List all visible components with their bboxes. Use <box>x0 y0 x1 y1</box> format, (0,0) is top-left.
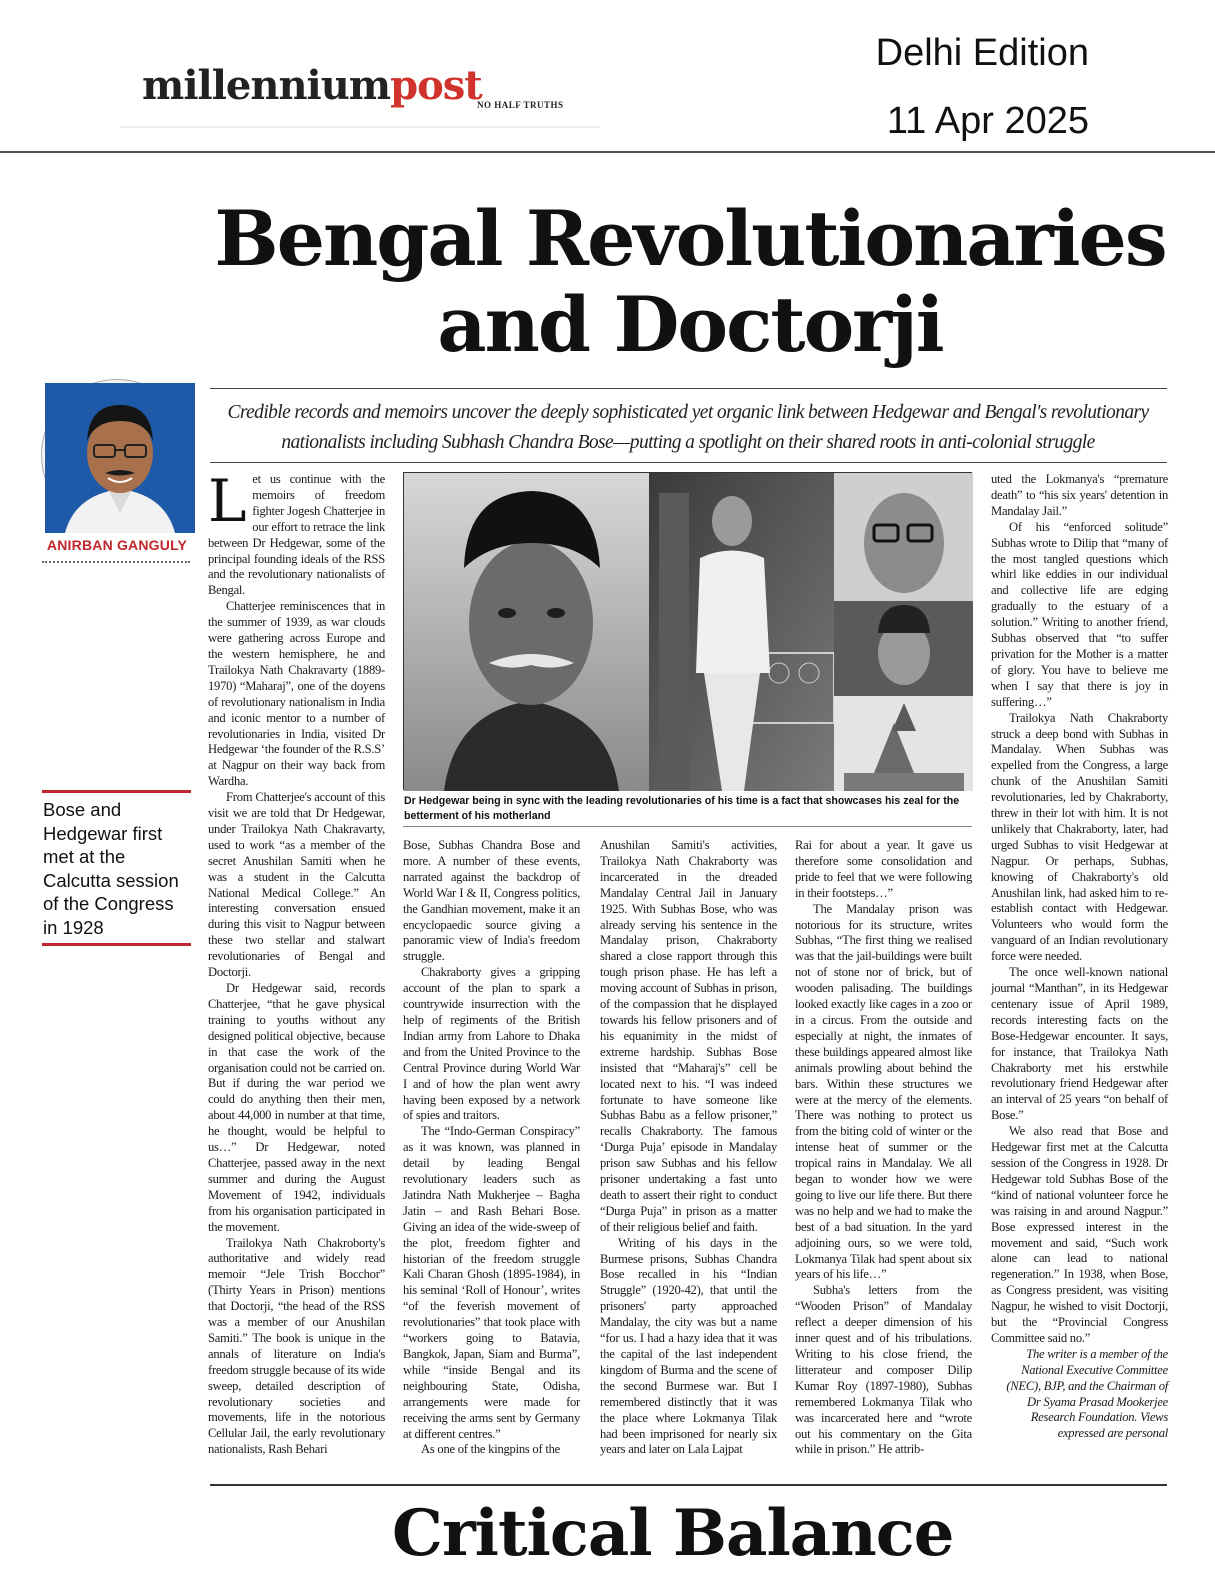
author-photo <box>42 380 192 530</box>
paragraph-1 <box>208 467 385 599</box>
photo-caption: Dr Hedgewar being in sync with the leading revolutionaries of his time is a fact that showcases his zeal for the betterment of his motherland <box>404 795 960 822</box>
headline-line-2: and Doctorji <box>437 280 943 369</box>
article-column-2 <box>403 838 580 1478</box>
logo-underline <box>120 126 600 128</box>
edition-label: Delhi Edition <box>875 32 1089 74</box>
drop-cap: L <box>208 467 247 535</box>
paragraph: The once well-known national journal “Manthan”, in its Hedgewar centenary issue of April 1989, records interesting facts on the Bose-Hedgewar encounter. It says, for instance, that Trailokya Nath Chakraborty met his erstwhile revolutionary friend Hedgewar after an interval of 25 years “on behalf of Bose.” <box>991 965 1168 1123</box>
edition-date: 11 Apr 2025 <box>886 100 1089 142</box>
pull-quote: Bose and Hedgewar first met at the Calcutta session of the Congress in 1928 <box>43 799 179 938</box>
pull-quote-bottom-rule <box>42 943 191 946</box>
byline-divider <box>42 561 190 563</box>
article-headline <box>210 196 1170 368</box>
paragraph: Anushilan Samiti's activities, Trailokya Nath Chakraborty was incarcerated in the dreaded Mandalay Central Jail in January 1925. With Subhas Bose, who was already serving his sentence in the Mandalay prison, Chakraborty shared a close rapport through this tough prison phase. He has left a moving account of Subhas in prison, of the compassion that he displayed towards his fellow prisoners and of his equanimity in the midst of extreme hardship. Subhas Bose insisted that “Maharaj's” cell be located next to his. “I was indeed fortunate to have someone like Subhas Babu as a fellow prisoner,” recalls Chakraborty. The famous ‘Durga Puja’ episode in Mandalay prison saw Subhas and his fellow prisoner undertaking a fast unto death to assert their right to conduct “Durga Puja” in prison as a matter of their religious belief and faith. <box>600 838 777 1234</box>
paragraph: From Chatterjee's account of this visit we are told that Dr Hedgewar, under Trailokya Nath Chakravarty, used to work “as a member of the secret Anushilan Samiti when he was a student in the Calcutta National Medical College.” An interesting conversation ensued during this visit to Nagpur between these two stellar and stalwart revolutionaries of Bengal and Doctorji. <box>208 790 385 980</box>
paragraph: uted the Lokmanya's “premature death” to “his six years' detention in Mandalay Jail.” <box>991 472 1168 518</box>
logo-tagline: NO HALF TRUTHS <box>477 100 564 110</box>
article-standfirst: Credible records and memoirs uncover the deeply sophisticated yet organic link between Hedgewar and Bengal's revolutionary nationalists including Subhash Chandra Bose—putting a spotlight on their shared roots in anti-colonial struggle <box>227 402 1149 453</box>
masthead <box>0 0 1215 153</box>
article-column-3 <box>600 838 777 1478</box>
logo-accent-text: post <box>390 62 482 109</box>
author-portrait-icon <box>45 383 195 533</box>
author-byline[interactable]: ANIRBAN GANGULY <box>46 537 188 553</box>
standfirst-top-rule <box>210 388 1167 389</box>
page-bottom-rule <box>210 1484 1167 1486</box>
paragraph: Rai for about a year. It gave us therefore some consolidation and pride to feel that we were following in their footsteps…” <box>795 838 972 900</box>
newspaper-logo[interactable] <box>142 62 564 110</box>
article-column-4 <box>795 838 972 1478</box>
paragraph: Of his “enforced solitude” Subhas wrote to Dilip that “many of the most tangled questions which whirl like eddies in our individual and collective life are edging gradually to the estuary of a solution.” Writing to another friend, Subhas observed that “to suffer privation for the Mother is a matter of glory. You have to believe me when I say that there is joy in suffering…” <box>991 519 1168 709</box>
paragraph: Dr Hedgewar said, records Chatterjee, “that he gave physical training to youths without any designed political objective, because in that case the work of the organisation could not be carried on. But if during the war period we could do anything then their men, about 44,000 in number at that time, he thought, would be helpful to us…” Dr Hedgewar, noted Chatterjee, passed away in the next summer and during the August Movement of 1942, individuals from his organisation participated in the movement. <box>208 981 385 1234</box>
pull-quote-top-rule <box>42 790 191 793</box>
next-article-headline[interactable]: Critical Balance <box>392 1496 954 1571</box>
paragraph: Chatterjee reminiscences that in the summer of 1939, as war clouds were gathering across Europe and the western hemisphere, he and Trailokya Nath Chakravarty (1889-1970) “Maharaj”, one of the doyens of revolutionary nationalism in India and iconic mentor to a number of revolutionaries in India, visited Dr Hedgewar ‘the founder of the R.S.S’ at Nagpur on their way back from Wardha. <box>208 599 385 789</box>
paragraph: Chakraborty gives a gripping account of the plan to spark a countrywide insurrection with the help of regiments of the British Indian army from Lahore to Dhaka and from the United Province to the Central Province during World War I and of how the plan went awry having been exposed by a network of spies and traitors. <box>403 965 580 1123</box>
caption-rule <box>403 826 972 827</box>
revolutionaries-photo-icon <box>404 473 973 791</box>
paragraph: Subha's letters from the “Wooden Prison” of Mandalay reflect a deeper dimension of his inner quest and of his tribulations. Writing to his close friend, the litterateur and composer Dilip Kumar Roy (1897-1980), Subhas remembered Lokmanya Tilak who was incarcerated here and “wrote out his commentary on the Gita while in prison.” He attrib- <box>795 1283 972 1457</box>
paragraph: The Mandalay prison was notorious for its structure, writes Subhas, “The first thing we realised was that the jail-buildings were built not of stone nor of brick, but of wooden palisading. The buildings looked exactly like cages in a zoo or in a circus. From the outside and especially at night, the inmates of these buildings appeared almost like animals prowling about behind the bars. Within these structures we were at the mercy of the elements. There was nothing to protect us from the biting cold of winter or the intense heat of summer or the tropical rains in Mandalay. We all began to wonder how we were going to live our life there. But there was no help and we had to make the best of a bad situation. In the yard adjoining ours, so we were told, Lokmanya Tilak had spent about six years of his life…” <box>795 901 972 1282</box>
standfirst-bottom-rule <box>210 462 1167 463</box>
paragraph-1-text: et us continue with the memoirs of freedom fighter Jogesh Chatterjee in our effort to retrace the link between Dr Hedgewar, some of the principal founding ideals of the RSS and the revolutionary nationalists of Bengal. <box>208 472 385 598</box>
paragraph: Writing of his days in the Burmese prisons, Subhas Chandra Bose recalled in his “Indian Struggle” (1920-42), that until the prisoners' party approached Mandalay, the city was but a name “for us. I had a hazy idea that it was the capital of the last independent kingdom of Burma and the scene of the second Burmese war. But I remembered distinctly that it was the place where Lokmanya Tilak had been imprisoned for nearly six years and later on Lala Lajpat <box>600 1235 777 1457</box>
paragraph: Trailokya Nath Chakroborty's authoritative and widely read memoir “Jele Trish Bocchor” (Thirty Years in Prison) mentions that Doctorji, “the head of the RSS was a member of our Anushilan Samiti.” The book is unique in the annals of literature on India's freedom struggle because of its wide sweep, detailed description of revolutionary societies and movements, life in the notorious Cellular Jail, the early revolutionary nationalists, Rash Behari <box>208 1235 385 1457</box>
headline-line-1: Bengal Revolutionaries <box>214 194 1166 283</box>
paragraph: The “Indo-German Conspiracy” as it was known, was planned in detail by leading Bengal revolutionary leaders such as Jatindra Nath Mukherjee – Bagha Jatin – and Rash Behari Bose. Giving an idea of the wide-sweep of the plot, freedom fighter and historian of the freedom struggle Kali Charan Ghosh (1895-1984), in his seminal ‘Roll of Honour’, writes “of the feverish movement of revolutionaries” that took place with “workers going to Batavia, Bangkok, Japan, Siam and Burma”, while “inside Bengal and its neighbouring State, Odisha, arrangements were made for receiving the arms sent by Germany at different centres.” <box>403 1124 580 1441</box>
article-photo-collage[interactable] <box>403 472 972 790</box>
paragraph: We also read that Bose and Hedgewar first met at the Calcutta session of the Congress in 1928. Dr Hedgewar told Subhas Bose of the “kind of national volunteer force he was raising in and around Nagpur.” Bose expressed interest in the movement and said, “Such work alone can lead to national regeneration.” In 1938, when Bose, as Congress president, was visiting Nagpur, he wished to visit Doctorji, but the “Provincial Congress Committee said no.” <box>991 1124 1168 1345</box>
article-column-5 <box>991 472 1168 1477</box>
article-column-1 <box>208 467 385 1477</box>
logo-main-text: millennium <box>142 62 391 109</box>
writer-note: The writer is a member of the National Executive Committee (NEC), BJP, and the Chairman of Dr Syama Prasad Mookerjee Research Foundation. Views expressed are personal <box>1006 1346 1168 1441</box>
paragraph: Bose, Subhas Chandra Bose and more. A number of these events, narrated against the backdrop of World War I & II, Congress politics, the Gandhian movement, make it an encyclopaedic source giving a panoramic view of India's freedom struggle. <box>403 838 580 964</box>
paragraph: As one of the kingpins of the <box>421 1442 560 1457</box>
paragraph: Trailokya Nath Chakraborty struck a deep bond with Subhas in Mandalay. When Subhas was expelled from the Congress, a large chunk of the Anushilan Samiti revolutionaries, led by Chakraborty, threw in their lot with him. It is not unlikely that Chakraborty, later, had urged Subhas to visit Hedgewar at Nagpur. Or perhaps, Subhas, knowing of Chakraborty's old Anushilan link, had asked him to re-establish contact with Hedgewar. Volunteers who would form the vanguard of an Indian revolutionary force were needed. <box>991 710 1168 964</box>
